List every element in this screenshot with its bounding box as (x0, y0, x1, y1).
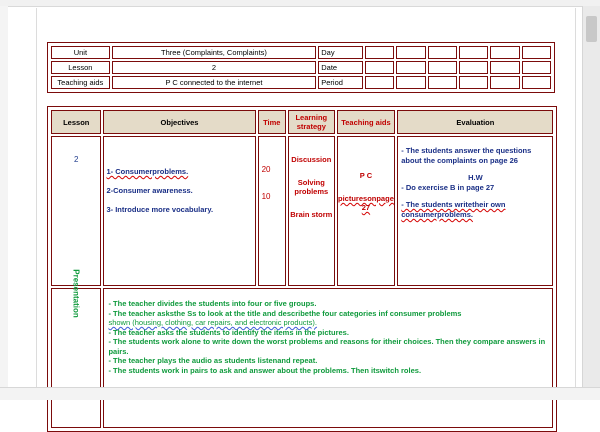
strategy-item: Solving problems (294, 178, 329, 196)
evaluation-cell (397, 136, 553, 286)
strategy-item: Brain storm (290, 210, 333, 219)
presentation-label: Presentation (71, 269, 81, 318)
objective-item: 3- Introduce more vocabulary. (106, 205, 214, 214)
header-evaluation: Evaluation (397, 110, 553, 134)
teaching-aids-cell (337, 136, 396, 286)
objectives-cell (103, 136, 255, 286)
period-cell (459, 76, 488, 89)
day-cell (396, 46, 425, 59)
period-cell (522, 76, 551, 89)
day-cell (522, 46, 551, 59)
presentation-body (103, 288, 553, 428)
evaluation-line: - The students answer the questions about the complaints on page 26 (401, 146, 532, 165)
day-cell (459, 46, 488, 59)
homework-title: H.W (468, 173, 483, 182)
presentation-line: - The teacher asksthe Ss to look at the title and describethe four categories inf consumer problems (108, 308, 462, 318)
date-cell (490, 61, 519, 74)
presentation-line: shown (housing, clothing, car repairs, and electronic products). (108, 318, 317, 327)
header-teaching-aids: Teaching aids (337, 110, 396, 134)
period-cell (396, 76, 425, 89)
header-time: Time (258, 110, 286, 134)
left-margin (0, 6, 8, 400)
time-cell (258, 136, 286, 286)
period-cell (365, 76, 394, 89)
presentation-line: - The teacher plays the audio as students listenand repeat. (108, 356, 318, 365)
homework-line: - Do exercise B in page 27 (401, 183, 495, 192)
date-cell (459, 61, 488, 74)
aids-label: Teaching aids (51, 76, 110, 89)
date-label: Date (318, 61, 363, 74)
time-value: 20 (261, 165, 271, 174)
aid-item: picturesonpage 27 (338, 194, 394, 212)
strategy-item: Discussion (291, 155, 332, 164)
status-bar (0, 387, 600, 400)
lesson-label: Lesson (51, 61, 110, 74)
lesson-plan-table (47, 106, 557, 432)
scrollbar-thumb[interactable] (586, 16, 597, 42)
header-objectives: Objectives (103, 110, 255, 134)
period-label: Period (318, 76, 363, 89)
top-strip (0, 0, 600, 7)
day-cell (490, 46, 519, 59)
evaluation-line: - The students writetheir own consumerproblems. (401, 200, 506, 219)
lesson-value: 2 (112, 61, 317, 74)
presentation-line: - The students work alone to write down the worst problems and reasons for itheir choices. Then they compare answers in pairs. (108, 337, 546, 356)
vertical-scrollbar[interactable] (582, 6, 600, 400)
learning-strategy-cell (288, 136, 335, 286)
aid-item: P C (359, 171, 373, 180)
date-cell (396, 61, 425, 74)
day-cell (365, 46, 394, 59)
presentation-label-cell (51, 269, 101, 428)
date-cell (522, 61, 551, 74)
lesson-number: 2 (51, 136, 101, 286)
header-lesson: Lesson (51, 110, 101, 134)
objective-item: 2-Consumer awareness. (106, 186, 193, 195)
date-cell (428, 61, 457, 74)
presentation-line: - The teacher divides the students into four or five groups. (108, 299, 317, 308)
unit-value: Three (Complaints, Complaints) (112, 46, 317, 59)
lesson-info-table (47, 42, 555, 93)
time-value: 10 (261, 192, 271, 201)
period-cell (490, 76, 519, 89)
day-label: Day (318, 46, 363, 59)
day-cell (428, 46, 457, 59)
aids-value: P C connected to the internet (112, 76, 317, 89)
presentation-line: - The teacher asks the students to identify the items in the pictures. (108, 327, 349, 337)
header-learning-strategy: Learning strategy (288, 110, 335, 134)
date-cell (365, 61, 394, 74)
presentation-line: - The students work in pairs to ask and answer about the problems. Then itswitch roles. (108, 365, 422, 375)
objective-item: 1- Consumerproblems. (106, 167, 189, 176)
unit-label: Unit (51, 46, 110, 59)
period-cell (428, 76, 457, 89)
